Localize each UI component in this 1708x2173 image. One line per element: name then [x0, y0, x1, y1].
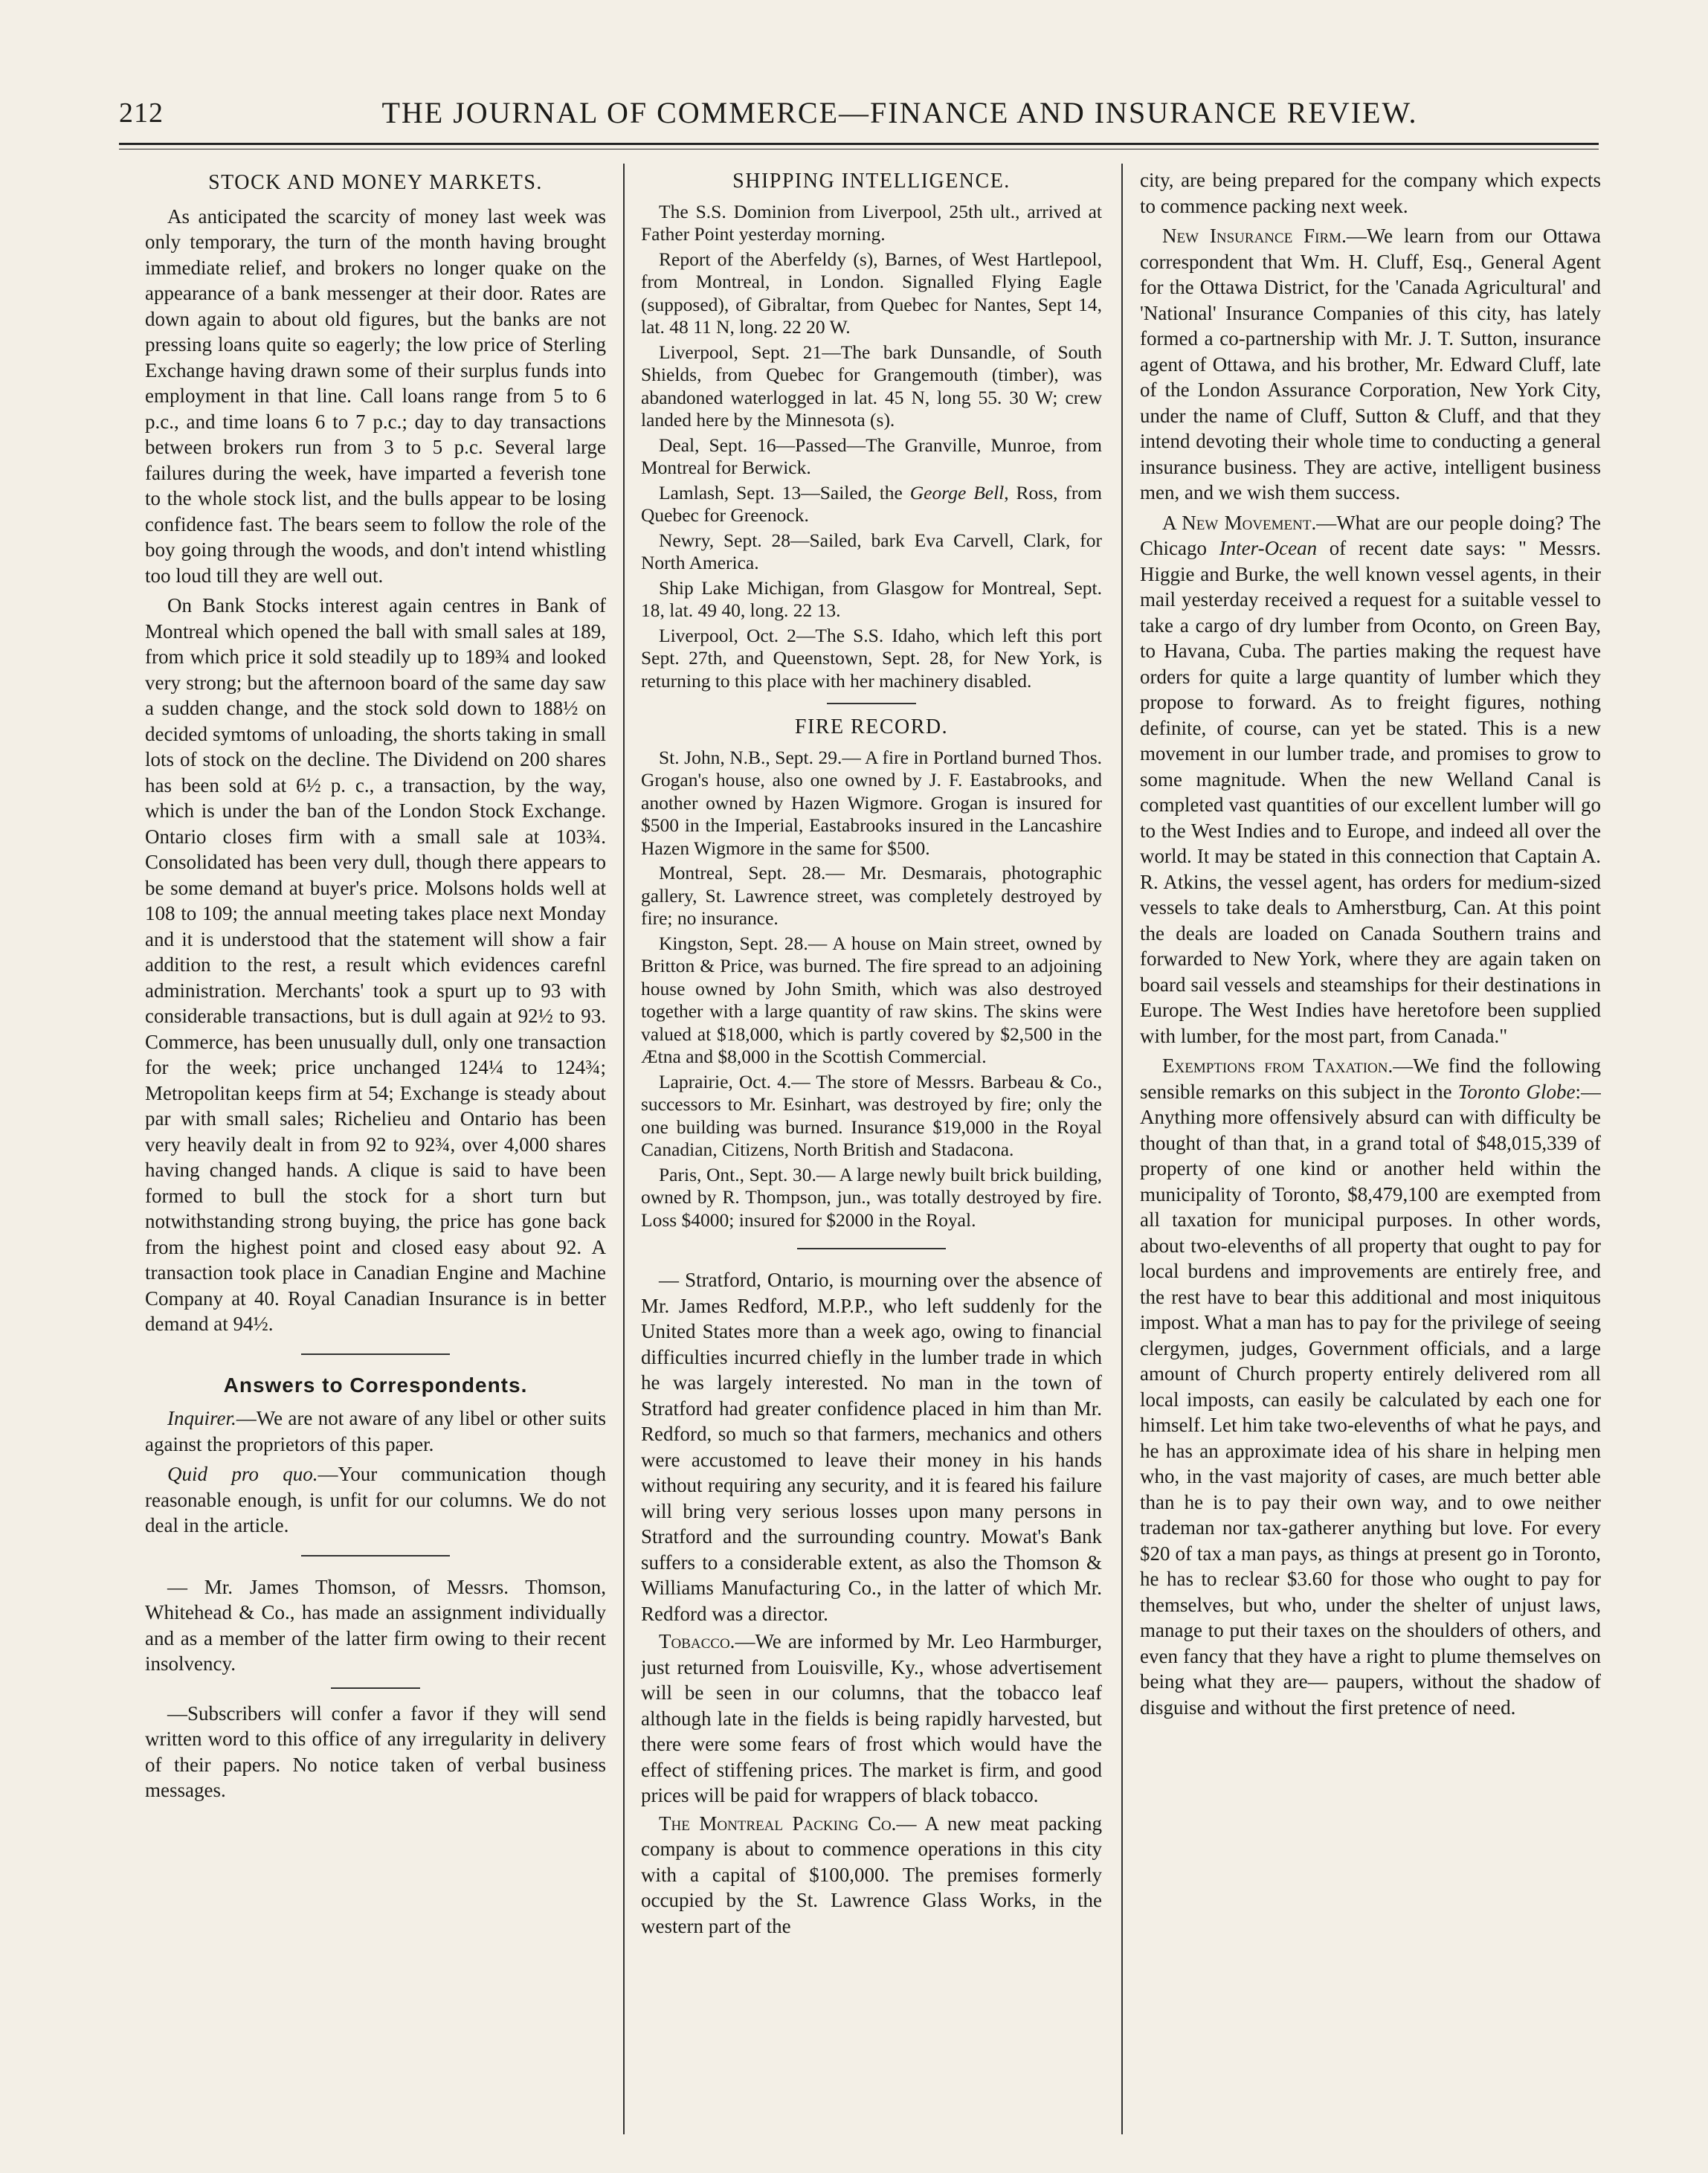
- shipping-item: Liverpool, Sept. 21—The bark Dunsandle, of South Shields, from Quebec for Grangemouth (timber), was abandoned waterlogged in lat. 45 N, long 55. 30 W; crew landed here by the Minnesota (s).: [641, 341, 1102, 431]
- answer-inquirer-text: —We are not aware of any libel or other suits against the proprietors of this paper.: [145, 1407, 606, 1455]
- page-header: [119, 91, 1599, 137]
- fire-item: Montreal, Sept. 28.— Mr. Desmarais, photographic gallery, St. Lawrence street, was completely destroyed by fire; no insurance.: [641, 862, 1102, 929]
- shipping-heading: SHIPPING INTELLIGENCE.: [732, 170, 1011, 193]
- exemptions-text: —We find the following sensible remarks on this subject in the: [1140, 1055, 1601, 1103]
- packing-continued: city, are being prepared for the company which expects to commence packing next week.: [1140, 169, 1601, 217]
- shipping-item-text: Lamlash, Sept. 13—Sailed, the: [659, 481, 910, 503]
- shipping-item: Report of the Aberfeldy (s), Barnes, of West Hartlepool, from Montreal, in London. Signalled Flying Eagle (supposed), of Gibraltar, from Quebec for Nantes, Sept 14, lat. 48 11 N, long. 22 20 W.: [641, 248, 1102, 338]
- stock-markets-paragraph-2: On Bank Stocks interest again centres in Bank of Montreal which opened the ball with small sales at 189, from which price it sold steadily up to 189¾ and looked very strong; but the afternoon board of the same day saw a sudden change, and the stock sold down to 188½ on decided symtoms of unloading, the shorts taking in small lots of stock on the decline. The Dividend on 200 shares has been sold at 6½ p. c., a transaction, by the way, which is under the ban of the London Stock Exchange. Ontario closes firm with a small sale at 103¾. Consolidated has been very dull, though there appears to be some demand at buyer's price. Molsons holds well at 108 to 109; the annual meeting takes place next Monday and it is understood that the statement will show a fair addition to the rest, a result which evidences carefnl administration. Merchants' took a spurt up to 93 with considerable transactions, but is dull again at 92½ to 93. Commerce, has been unusually dull, only one transaction for the week; price unchanged 124¼ to 124¾; Metropolitan keeps firm at 54; Exchange is steady about par with small sales; Richelieu and Ontario has been very heavily dealt in from 92 to 92¾, over 4,000 shares having changed hands. A clique is said to have been formed to bull the stock for a short turn but notwithstanding strong buying, the price has gone back from the highest point and closed easy about 92. A transaction took place in Canadian Engine and Machine Company at 40. Royal Canadian Insurance is in better demand at 94½.: [145, 594, 606, 1335]
- packing-text: — A new meat packing company is about to commence operations in this city with a capital of $100,000. The premises formerly occupied by the St. Lawrence Glass Works, in the western part of the: [641, 1812, 1102, 1937]
- section-separator: [797, 1248, 946, 1249]
- new-movement-text: of recent date says: " Messrs. Higgie and Burke, the well known vessel agents, in their mail yesterday received a request for a suitable vessel to take a cargo of dry lumber from Oconto, on Green Bay, to Havana, Cuba. The parties making the request have orders for quite a large quantity of lumber which they propose to forward. As to freight figures, nothing definite, of course, can yet be stated. This is a new movement in our lumber trade, and promises to grow to some magnitude. When the new Welland Canal is completed vast quantities of our excellent lumber will go to the West Indies and to Europe, and indeed all over the world. It may be stated in this connection that Captain A. R. Atkins, the vessel agent, has orders for medium-sized vessels to take deals to Amherstburg, Can. At this point the deals are loaded on Canada Southern trains and forwarded to New York, where they are again taken on board sail vessels and steamships for their destinations in Europe. The West Indies have heretofore been supplied with lumber, for the most part, from Canada.": [1140, 537, 1601, 1047]
- tobacco-article: [641, 1629, 1102, 1809]
- column-divider-1: [623, 164, 625, 2134]
- column-3: [1140, 167, 1601, 2123]
- fire-item: Kingston, Sept. 28.— A house on Main street, owned by Britton & Price, was burned. The fire spread to an adjoining house owned by John Smith, which was also destroyed together with a large quantity of raw skins. The skins were valued at $18,000, which is partly covered by $2,500 in the Ætna and $8,000 in the Scottish Commercial.: [641, 932, 1102, 1067]
- shipping-item: [641, 482, 1102, 527]
- stock-markets-heading: STOCK AND MONEY MARKETS.: [208, 171, 543, 194]
- new-movement-label: A New Movement.: [1162, 511, 1317, 534]
- ship-name: George Bell: [909, 481, 1005, 503]
- header-rule-thick: [119, 143, 1599, 145]
- journal-title: THE JOURNAL OF COMMERCE—FINANCE AND INSURANCE REVIEW.: [381, 96, 1418, 129]
- answer-inquirer: [145, 1406, 606, 1457]
- answer-quid-pro-quo: [145, 1461, 606, 1539]
- answers-heading: Answers to Correspondents.: [223, 1373, 528, 1397]
- shipping-item: Newry, Sept. 28—Sailed, bark Eva Carvell, Clark, for North America.: [641, 529, 1102, 573]
- column-divider-2: [1121, 164, 1123, 2134]
- column-1: [145, 167, 606, 2123]
- tobacco-label: Tobacco.: [659, 1630, 735, 1652]
- column-2: [641, 167, 1102, 2123]
- shipping-item: Deal, Sept. 16—Passed—The Granville, Munroe, from Montreal for Berwick.: [641, 434, 1102, 478]
- fire-record-heading: FIRE RECORD.: [794, 715, 949, 738]
- exemptions-text: :— Anything more offensively absurd can with difficulty be thought of than that, in a grand total of $48,015,339 of property of one kind or another held within the municipality of Toronto, $8,479,100 are exempted from all taxation for municipal purposes. In other words, about two-elevenths of all property that ought to pay for local burdens and improvements are entirely free, and the rest have to bear this additional and most iniquitous impost. What a man has to pay for the privilege of seeing clergymen, judges, Government officials, and a large amount of Church property entirely delivered rom all local imposts, can easily be calculated by each one for himself. Let him take two-elevenths of what he pays, and he has an approximate idea of his share in helping men who, in the vast majority of cases, are much better able than he is to pay their own way, and to owe neither trademan nor tax-gatherer anything but love. For every $20 of tax a man pays, as things at present go in Toronto, he has to reclear $3.60 for those who ought to pay for themselves, but who, under the shelter of unjust laws, manage to put their taxes on the shoulders of others, and even fancy that they have a right to plume themselves on being what they are— paupers, without the shadow of disguise and without the first pretence of need.: [1140, 1080, 1601, 1719]
- section-separator: [301, 1555, 450, 1556]
- new-movement-article: [1140, 510, 1601, 1049]
- shipping-item: Liverpool, Oct. 2—The S.S. Idaho, which left this port Sept. 27th, and Queenstown, Sept. 28, for New York, is returning to this place with her machinery disabled.: [641, 624, 1102, 692]
- stock-markets-paragraph-1: As anticipated the scarcity of money last week was only temporary, the turn of the month having brought immediate relief, and brokers no longer quake on the appearance of a bank messenger at their door. Rates are down again to about old figures, but the banks are not pressing loans quite so eagerly; the low price of Sterling Exchange having drawn some of their surplus funds into employment in that line. Call loans range from 5 to 6 p.c., and time loans 6 to 7 p.c.; day to day transactions between brokers run from 3 to 5 p.c. Several large failures during the week, have imparted a feverish tone to the whole stock list, and the bulls appear to be losing confidence fast. The bears seem to follow the role of the boy going through the woods, and don't intend whistling too loud till they are well out.: [145, 205, 606, 587]
- answer-quid-pro-quo-name: Quid pro quo.: [167, 1463, 318, 1485]
- exemptions-label: Exemptions from Taxation.: [1162, 1055, 1393, 1077]
- exemptions-article: [1140, 1053, 1601, 1720]
- packing-label: The Montreal Packing Co.: [659, 1812, 897, 1835]
- section-separator: [827, 703, 916, 704]
- fire-item: Paris, Ont., Sept. 30.— A large newly built brick building, owned by R. Thompson, jun., was totally destroyed by fire. Loss $4000; insured for $2000 in the Royal.: [641, 1163, 1102, 1231]
- newspaper-name: Inter-Ocean: [1219, 537, 1318, 559]
- thomson-notice: — Mr. James Thomson, of Messrs. Thomson, Whitehead & Co., has made an assignment individually and as a member of the latter firm owing to their recent insolvency.: [145, 1575, 606, 1675]
- page-number: 212: [119, 97, 164, 129]
- insurance-firm-article: [1140, 223, 1601, 506]
- fire-item: St. John, N.B., Sept. 29.— A fire in Portland burned Thos. Grogan's house, also one owned by J. F. Eastabrooks, and another owned by Hazen Wigmore. Grogan is insured for $500 in the Imperial, Eastabrooks insured in the Lancashire Hazen Wigmore in the same for $500.: [641, 746, 1102, 859]
- subscribers-notice: —Subscribers will confer a favor if they will send written word to this office of any irregularity in delivery of their papers. No notice taken of verbal business messages.: [145, 1702, 606, 1801]
- section-separator: [331, 1687, 420, 1689]
- answer-quid-pro-quo-text: —Your communication though reasonable enough, is unfit for our columns. We do not deal in the article.: [145, 1463, 606, 1536]
- insurance-firm-label: New Insurance Firm.: [1162, 225, 1347, 247]
- section-separator: [301, 1353, 450, 1355]
- insurance-firm-text: —We learn from our Ottawa correspondent that Wm. H. Cluff, Esq., General Agent for the Ottawa District, for the 'Canada Agricultural' and 'National' Insurance Companies of this city, has lately formed a co-partnership with Mr. J. T. Sutton, insurance agent of Ottawa, and his brother, Mr. Edward Cluff, late of the London Assurance Corporation, New York City, under the name of Cluff, Sutton & Cluff, and that they intend devoting their whole time to conducting a general insurance business. They are active, intelligent business men, and we wish them success.: [1140, 225, 1601, 503]
- answer-inquirer-name: Inquirer.: [167, 1407, 236, 1429]
- new-movement-text: —What are our people doing? The Chicago: [1140, 511, 1601, 559]
- shipping-item: Ship Lake Michigan, from Glasgow for Montreal, Sept. 18, lat. 49 40, long. 22 13.: [641, 576, 1102, 621]
- shipping-item: The S.S. Dominion from Liverpool, 25th ult., arrived at Father Point yesterday morning.: [641, 200, 1102, 245]
- shipping-item-text: , Ross, from Quebec for Greenock.: [641, 481, 1102, 526]
- stratford-article: — Stratford, Ontario, is mourning over the absence of Mr. James Redford, M.P.P., who left suddenly for the United States more than a week ago, owing to financial difficulties incurred chiefly in the lumber trade in which he was largely interested. No man in the town of Stratford had greater confidence placed in him than Mr. Redford, so much so that farmers, mechanics and others were accustomed to leave their money in his hands without requiring any security, and it is feared his failure will bring very serious losses upon many persons in Stratford and the surrounding country. Mowat's Bank suffers to a considerable extent, as also the Thomson & Williams Manufacturing Co., in the latter of which Mr. Redford was a director.: [641, 1269, 1102, 1625]
- newspaper-name: Toronto Globe: [1457, 1080, 1576, 1103]
- tobacco-text: —We are informed by Mr. Leo Harmburger, just returned from Louisville, Ky., whose advertisement will be seen in our columns, that the tobacco leaf although late in the fields is being rapidly harvested, but there were some fears of frost which would have the effect of stiffening prices. The market is firm, and good prices will be paid for wrappers of black tobacco.: [641, 1630, 1102, 1806]
- fire-item: Laprairie, Oct. 4.— The store of Messrs. Barbeau & Co., successors to Mr. Esinhart, was destroyed by fire; only the one building was burned. Insurance $19,000 in the Royal Canadian, Citizens, North British and Stadacona.: [641, 1070, 1102, 1160]
- packing-article: [641, 1811, 1102, 1939]
